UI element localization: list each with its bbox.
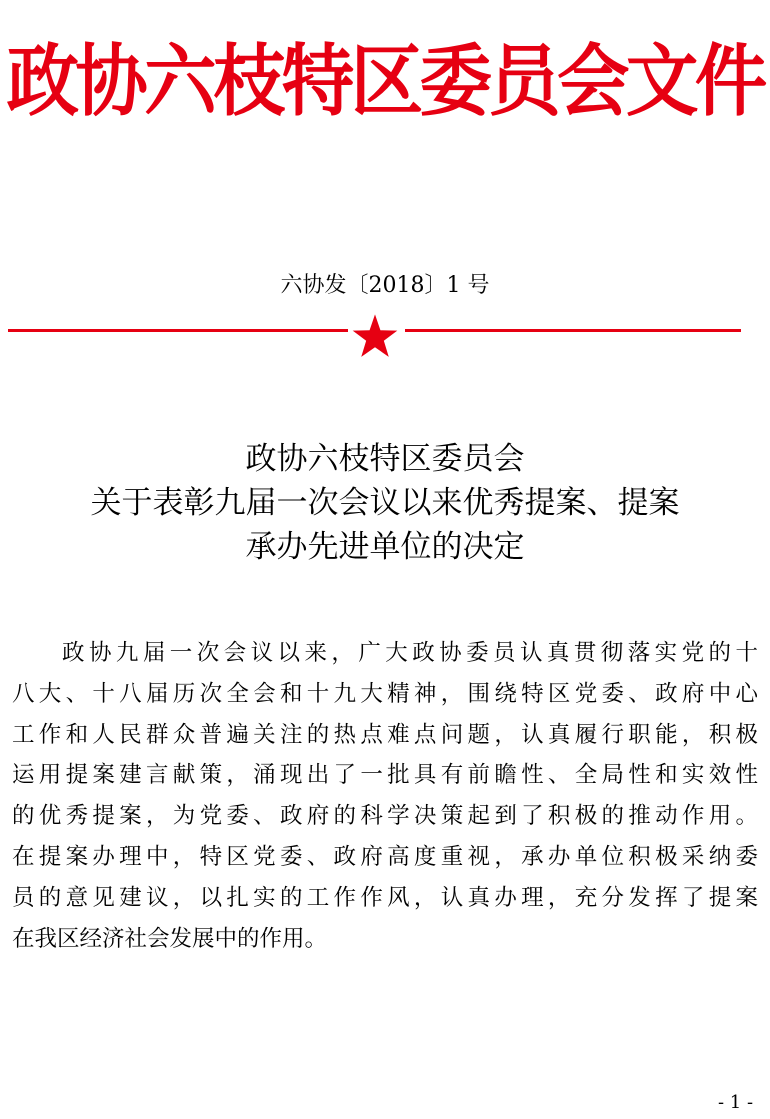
body-line: 员的意见建议，以扎实的工作作风，认真办理，充分发挥了提案	[12, 884, 758, 911]
body-line: 八大、十八届历次全会和十九大精神，围绕特区党委、政府中心	[12, 680, 758, 707]
page-number: - 1 -	[718, 1092, 754, 1113]
body-paragraph	[12, 633, 758, 959]
red-divider-right	[405, 329, 741, 332]
document-number: 六协发〔2018〕1 号	[280, 273, 490, 298]
title-line: 政协六枝特区委员会	[245, 441, 525, 477]
red-divider-left	[8, 329, 348, 332]
title-line: 承办先进单位的决定	[245, 529, 525, 565]
body-line: 在提案办理中，特区党委、政府高度重视，承办单位积极采纳委	[12, 843, 758, 870]
star-icon	[352, 313, 398, 359]
body-line: 在我区经济社会发展中的作用。	[12, 925, 328, 952]
title-line: 关于表彰九届一次会议以来优秀提案、提案	[90, 485, 680, 521]
body-line: 运用提案建言献策，涌现出了一批具有前瞻性、全局性和实效性	[12, 762, 758, 789]
body-line: 工作和人民群众普遍关注的热点难点问题，认真履行职能，积极	[12, 721, 758, 748]
body-line: 政协九届一次会议以来，广大政协委员认真贯彻落实党的十	[62, 640, 758, 666]
document-title	[0, 437, 770, 569]
body-line: 的优秀提案，为党委、政府的科学决策起到了积极的推动作用。	[12, 803, 758, 830]
document-header-title: 政协六枝特区委员会文件	[6, 36, 764, 127]
